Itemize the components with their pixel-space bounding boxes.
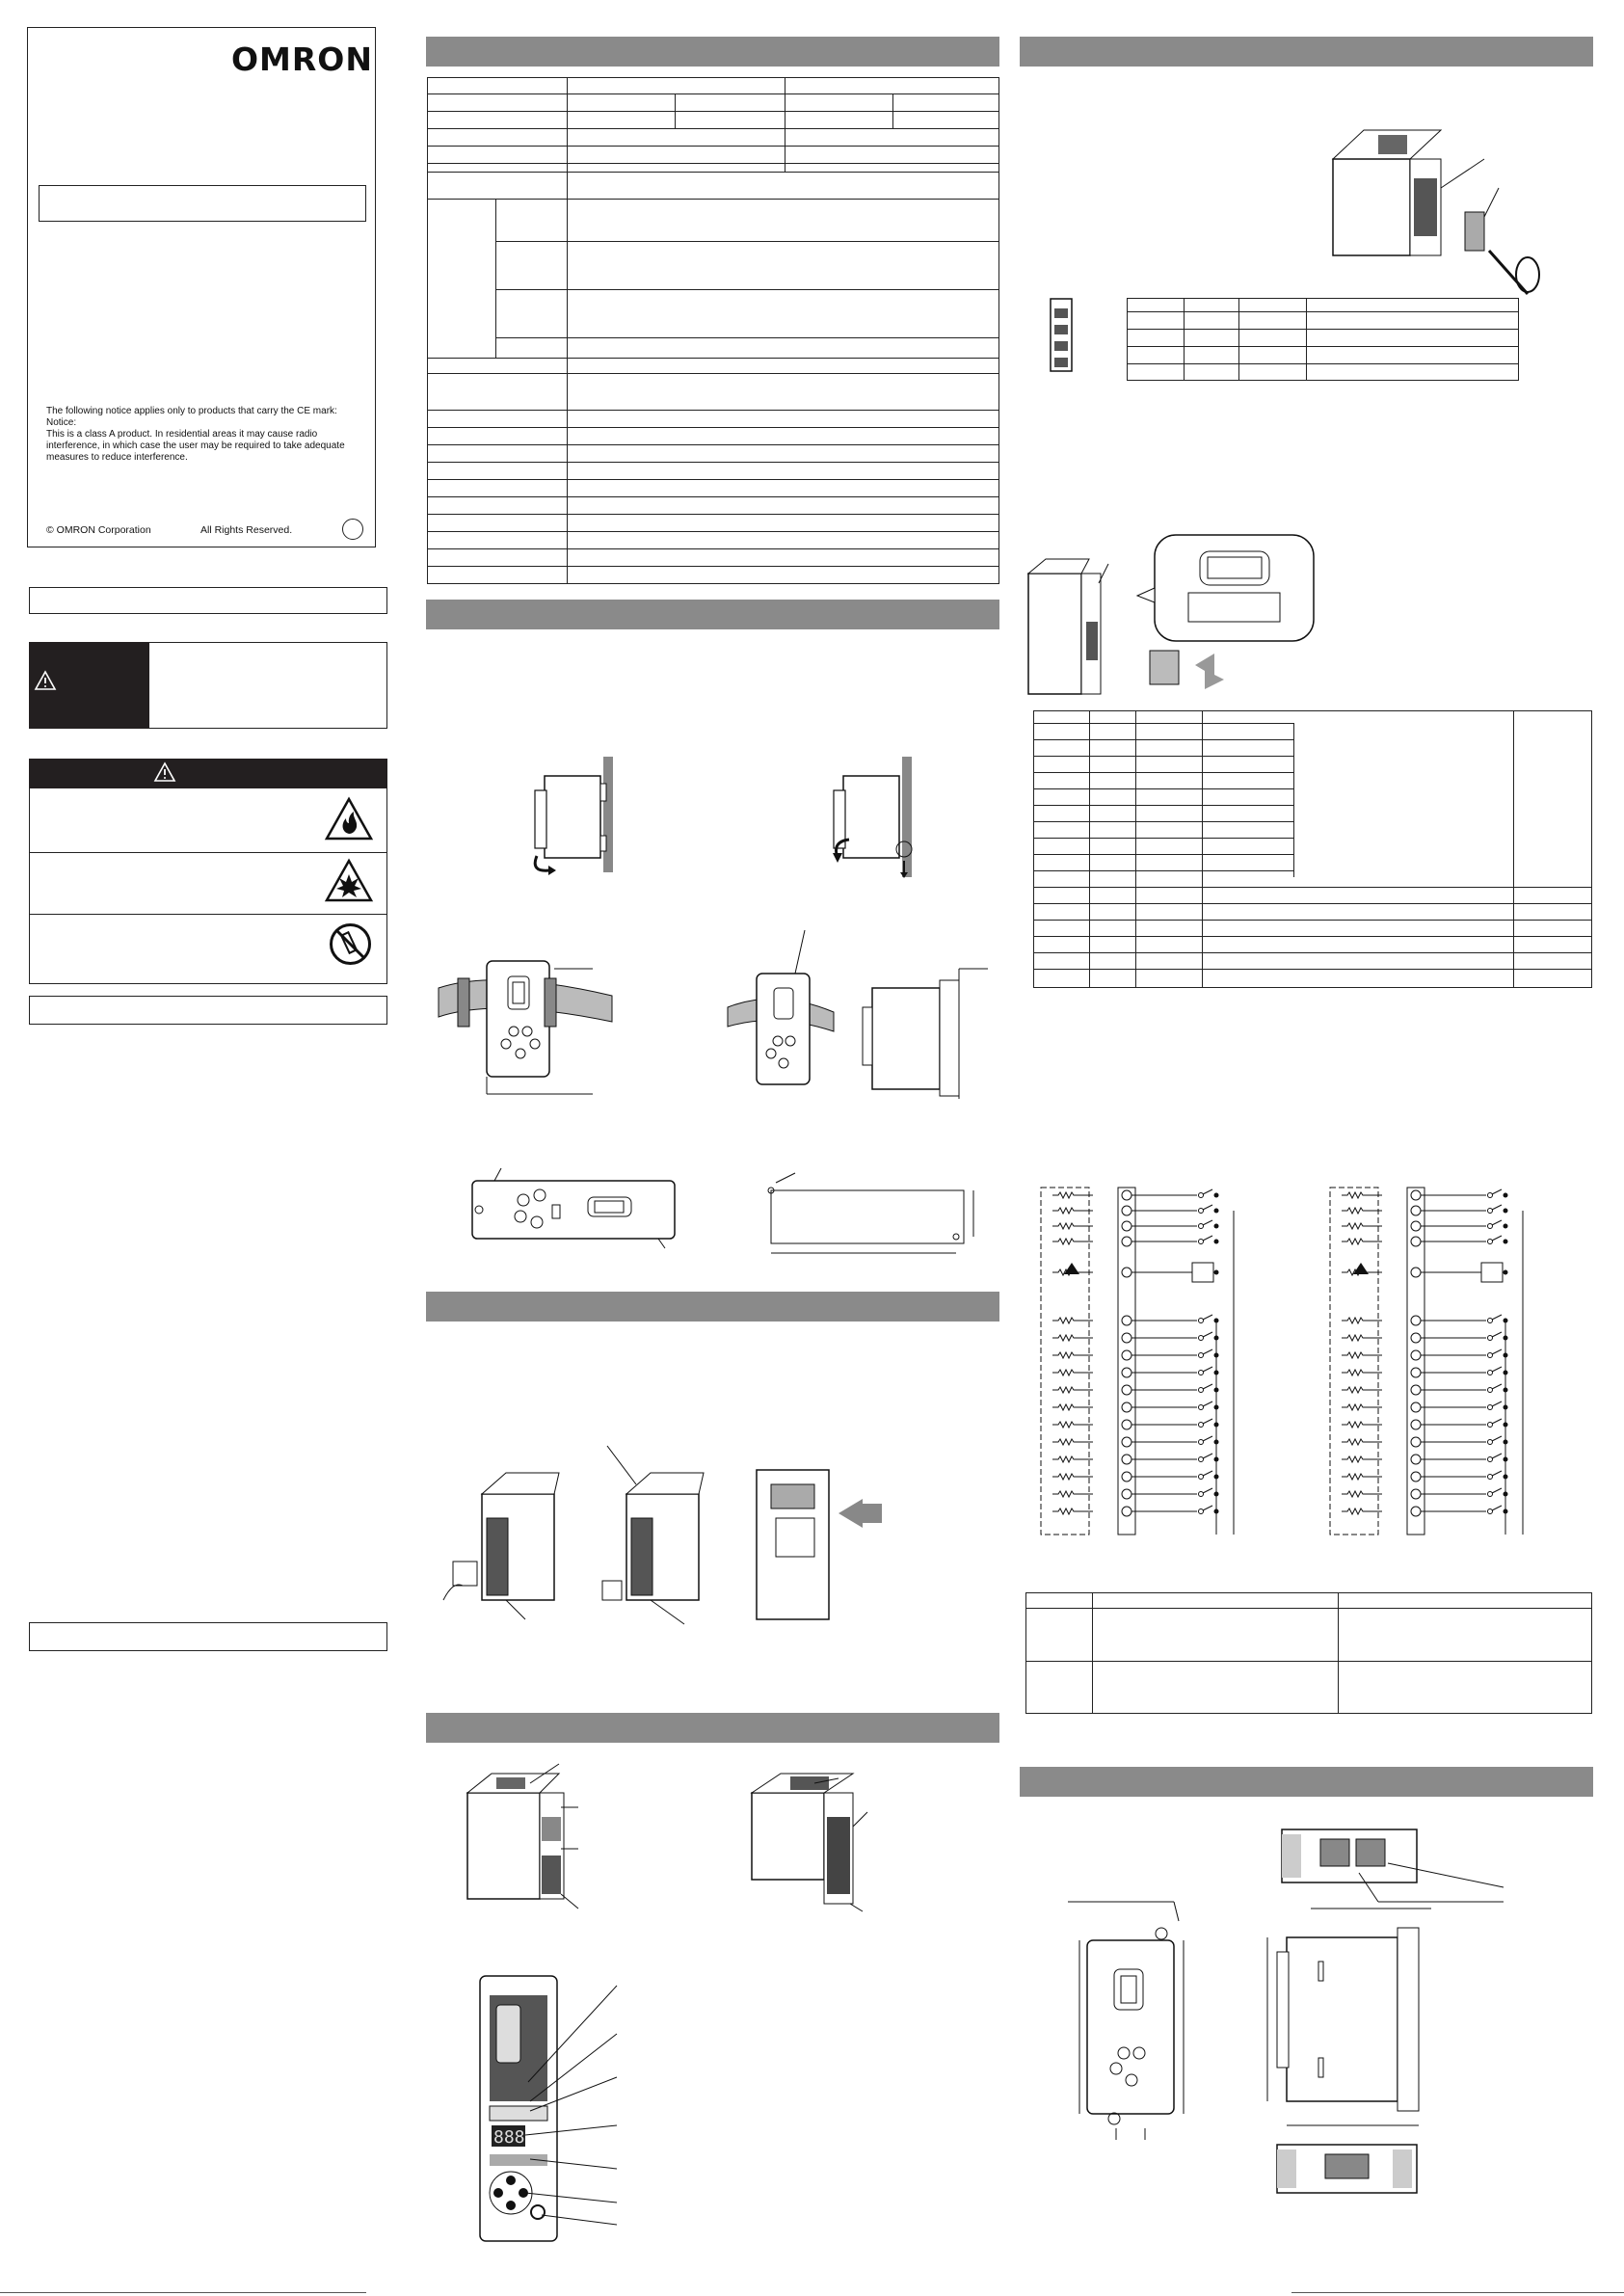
dimensions-front-view [1068, 1897, 1198, 2143]
specifications-table [427, 77, 999, 584]
spec-table-row-line [427, 444, 999, 445]
ce-notice [46, 406, 374, 464]
io-table-row-line [1033, 920, 1592, 921]
io-table-row-line [1033, 952, 1592, 953]
caution-divider-2 [29, 914, 387, 915]
connector-insert-diagram-1 [439, 1465, 564, 1624]
section-bar-installation [426, 600, 999, 629]
io-table-row-line [1033, 772, 1293, 773]
spec-table-row-line [427, 373, 999, 374]
language-circle [342, 519, 363, 540]
io-table-row-line [1033, 756, 1293, 757]
spec-col-line [567, 77, 568, 584]
io-table-row-line [1033, 723, 1293, 724]
io-table-row-line [1033, 739, 1293, 740]
ce-notice-line4: interference, in which case the user may be required to take adequate [46, 441, 345, 451]
power-table-row-line [1127, 329, 1519, 330]
din-rail-mount-diagram-2 [824, 757, 930, 882]
section-bar-dimensions [1020, 1767, 1593, 1797]
cover-title-box [39, 185, 366, 222]
io-table-row-line [1033, 969, 1592, 970]
io-table-row-line [1033, 903, 1592, 904]
io-table-col-line [1202, 710, 1203, 988]
spec-table-row-line [427, 172, 999, 173]
caution-triangle-icon [154, 762, 175, 782]
section-bar-specifications [426, 37, 999, 67]
io-table-row-line [1033, 936, 1592, 937]
panel-cutout-dimensions [757, 1171, 988, 1263]
spec-table-row-line [427, 531, 999, 532]
copyright: © OMRON Corporation [46, 524, 151, 536]
ce-notice-line1: The following notice applies only to products that carry the CE mark: [46, 406, 337, 416]
spec-table-row-line [427, 128, 999, 129]
power-table-row-line [1127, 346, 1519, 347]
io-table-row-line [1033, 887, 1592, 888]
io-table-col-line [1293, 723, 1294, 877]
mode-table-row-line [1025, 1661, 1592, 1662]
connector-insert-diagram-2 [598, 1446, 723, 1624]
mode-table-row-line [1025, 1608, 1592, 1609]
io-table-row-line [1033, 838, 1293, 839]
terminal-block-icon [1041, 294, 1079, 376]
warning-triangle-icon [35, 671, 56, 690]
dimensions-bottom-view [1272, 2135, 1426, 2198]
section-bar-power [1020, 37, 1593, 67]
section-bar-parts [426, 1713, 999, 1743]
power-pin-table [1127, 298, 1519, 381]
section-title-box-3 [29, 1622, 387, 1651]
din-rail-mount-diagram-1 [525, 757, 631, 877]
caution-divider-1 [29, 852, 387, 853]
spec-table-row-line [427, 496, 999, 497]
spec-table-row-line [427, 548, 999, 549]
spec-table-row-line [495, 241, 999, 242]
spec-table-row-line [427, 358, 999, 359]
brand-logo: OMRON [231, 40, 373, 78]
mode-table-col-line [1092, 1592, 1093, 1714]
unit-front-panel [472, 1966, 626, 2256]
spec-table-row-line [427, 410, 999, 411]
mode-table-col-line [1338, 1592, 1339, 1714]
spec-table-row-line [427, 146, 999, 147]
svg-text:888: 888 [493, 2127, 525, 2148]
all-rights-reserved: All Rights Reserved. [200, 524, 293, 536]
dimensions-side-view [1263, 1894, 1431, 2135]
fire-hazard-icon [325, 797, 373, 841]
section-title-box-2 [29, 996, 387, 1025]
din-rail-front-view [439, 949, 612, 1104]
ce-notice-line5: measures to reduce interference. [46, 452, 188, 463]
panel-mount-front-view [467, 1166, 679, 1248]
cover-frame [27, 27, 376, 547]
spec-table-row-line [427, 566, 999, 567]
io-table-row-line [1033, 870, 1293, 871]
spec-table-row-line [427, 163, 999, 164]
power-table-row-line [1127, 363, 1519, 364]
power-table-col-line [1184, 298, 1185, 381]
spec-table-row-line [427, 93, 999, 94]
io-table-col-line [1089, 710, 1090, 988]
spec-table-row-line [427, 514, 999, 515]
io-wiring-schematic-1 [1033, 1176, 1255, 1542]
caution-header [29, 759, 387, 788]
power-table-col-line [1238, 298, 1239, 381]
io-table-row-line [1033, 821, 1293, 822]
spec-table-row-line [427, 462, 999, 463]
unit-perspective-view-1 [453, 1764, 588, 1913]
spec-table-row-line [427, 111, 999, 112]
io-table-row-line [1033, 805, 1293, 806]
spec-table-row-line [427, 427, 999, 428]
explosion-hazard-icon [325, 859, 373, 902]
no-disassembly-icon [329, 922, 372, 966]
section-bar-wiring [426, 1292, 999, 1322]
connector-lock-diagram [747, 1451, 882, 1624]
io-table-row-line [1033, 854, 1293, 855]
io-table-col-line [1513, 710, 1514, 988]
unit-perspective-view-2 [742, 1769, 882, 1913]
din-rail-side-view [863, 959, 988, 1104]
section-title-box [29, 587, 387, 614]
io-connector-diagram [1017, 530, 1325, 704]
page-trim-line [0, 2292, 366, 2293]
spec-table-row-line [427, 199, 999, 200]
ce-notice-line3: This is a class A product. In residential areas it may cause radio [46, 429, 318, 440]
spec-table-row-line [495, 337, 999, 338]
mode-table [1025, 1592, 1592, 1714]
power-connector-diagram [1325, 120, 1528, 304]
io-wiring-schematic-2 [1322, 1176, 1544, 1542]
io-pin-table [1033, 710, 1592, 988]
spec-col-line [495, 199, 496, 358]
power-table-col-line [1306, 298, 1307, 381]
io-table-col-line [1135, 710, 1136, 988]
spec-table-row-line [495, 289, 999, 290]
ce-notice-line2: Notice: [46, 417, 77, 428]
din-rail-front-view-2 [728, 930, 834, 1113]
spec-table-row-line [427, 479, 999, 480]
io-table-row-line [1033, 788, 1293, 789]
page-trim-line [1291, 2292, 1624, 2293]
power-table-row-line [1127, 311, 1519, 312]
